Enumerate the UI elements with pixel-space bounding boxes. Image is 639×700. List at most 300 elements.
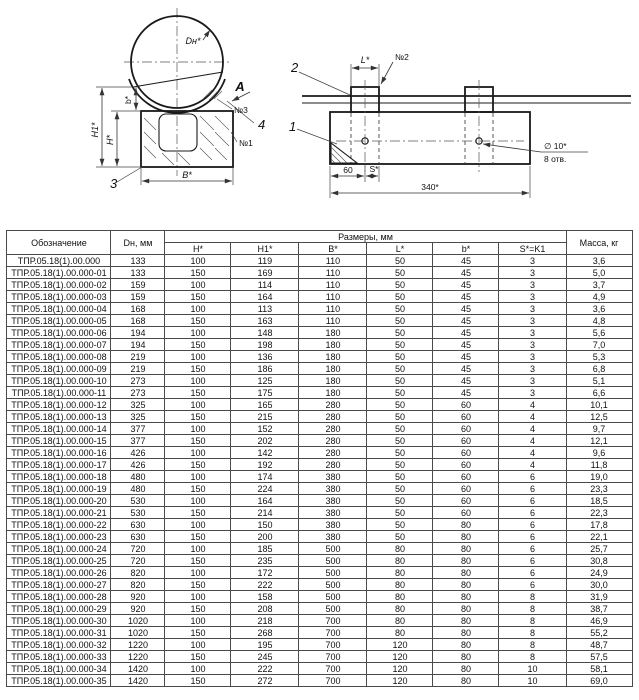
table-row: [7, 327, 632, 339]
value-cell: 80: [367, 543, 433, 555]
value-cell: 150: [165, 603, 231, 615]
value-cell: 12,1: [566, 435, 632, 447]
value-cell: 100: [165, 255, 231, 267]
value-cell: 1420: [111, 663, 165, 675]
col-header-mass: Масса, кг: [566, 231, 632, 255]
value-cell: 50: [367, 387, 433, 399]
value-cell: 280: [299, 447, 367, 459]
value-cell: 8: [499, 627, 566, 639]
weld-mark3-label: №3: [234, 105, 248, 115]
value-cell: 100: [165, 471, 231, 483]
value-cell: 150: [231, 519, 299, 531]
value-cell: 100: [165, 591, 231, 603]
value-cell: 426: [111, 447, 165, 459]
value-cell: 60: [433, 507, 499, 519]
header-row-main: [7, 231, 632, 243]
table-row: [7, 447, 632, 459]
support-bracket: [141, 111, 233, 167]
value-cell: 6: [499, 519, 566, 531]
designation-cell: ТПР.05.18(1).00.000-07: [7, 339, 111, 351]
value-cell: 10: [499, 663, 566, 675]
value-cell: 150: [165, 411, 231, 423]
value-cell: 80: [433, 675, 499, 687]
value-cell: 11,8: [566, 459, 632, 471]
value-cell: 180: [299, 351, 367, 363]
value-cell: 159: [111, 279, 165, 291]
value-cell: 80: [433, 663, 499, 675]
value-cell: 45: [433, 363, 499, 375]
value-cell: 5,1: [566, 375, 632, 387]
designation-cell: ТПР.05.18(1).00.000-24: [7, 543, 111, 555]
value-cell: 46,9: [566, 615, 632, 627]
designation-cell: ТПР.05.18(1).00.000-03: [7, 291, 111, 303]
designation-cell: ТПР.05.18(1).00.000-28: [7, 591, 111, 603]
value-cell: 30,8: [566, 555, 632, 567]
value-cell: 219: [111, 363, 165, 375]
value-cell: 500: [299, 567, 367, 579]
value-cell: 500: [299, 543, 367, 555]
table-row: [7, 591, 632, 603]
value-cell: 5,3: [566, 351, 632, 363]
value-cell: 198: [231, 339, 299, 351]
value-cell: 219: [111, 351, 165, 363]
value-cell: 50: [367, 291, 433, 303]
value-cell: 31,9: [566, 591, 632, 603]
value-cell: 150: [165, 387, 231, 399]
value-cell: 150: [165, 459, 231, 471]
value-cell: 22,1: [566, 531, 632, 543]
value-cell: 500: [299, 591, 367, 603]
designation-cell: ТПР.05.18(1).00.000-16: [7, 447, 111, 459]
designation-cell: ТПР.05.18(1).00.000-01: [7, 267, 111, 279]
value-cell: 150: [165, 267, 231, 279]
value-cell: 174: [231, 471, 299, 483]
value-cell: 380: [299, 507, 367, 519]
value-cell: 60: [433, 399, 499, 411]
value-cell: 168: [111, 315, 165, 327]
value-cell: 4,8: [566, 315, 632, 327]
table-row: [7, 507, 632, 519]
leader-item1: [297, 129, 337, 144]
dim-60-label: 60: [343, 165, 353, 175]
value-cell: 720: [111, 543, 165, 555]
table-row: [7, 627, 632, 639]
value-cell: 9,6: [566, 447, 632, 459]
leader-item2: [299, 72, 350, 95]
value-cell: 45: [433, 291, 499, 303]
value-cell: 80: [433, 651, 499, 663]
support-body: [330, 112, 530, 164]
value-cell: 377: [111, 435, 165, 447]
value-cell: 119: [231, 255, 299, 267]
col-header-designation: Обозначение: [7, 231, 111, 255]
table-row: [7, 471, 632, 483]
leader-mark3: [217, 99, 232, 109]
value-cell: 50: [367, 267, 433, 279]
value-cell: 100: [165, 543, 231, 555]
value-cell: 224: [231, 483, 299, 495]
value-cell: 820: [111, 567, 165, 579]
value-cell: 180: [299, 327, 367, 339]
value-cell: 55,2: [566, 627, 632, 639]
value-cell: 100: [165, 663, 231, 675]
value-cell: 4: [499, 459, 566, 471]
value-cell: 325: [111, 411, 165, 423]
value-cell: 120: [367, 663, 433, 675]
value-cell: 152: [231, 423, 299, 435]
value-cell: 100: [165, 351, 231, 363]
value-cell: 100: [165, 423, 231, 435]
value-cell: 8: [499, 639, 566, 651]
value-cell: 25,7: [566, 543, 632, 555]
designation-cell: ТПР.05.18(1).00.000-18: [7, 471, 111, 483]
table-row: [7, 267, 632, 279]
value-cell: 50: [367, 447, 433, 459]
weld-mark2-label: №2: [395, 52, 409, 62]
value-cell: 50: [367, 411, 433, 423]
value-cell: 100: [165, 639, 231, 651]
value-cell: 3: [499, 279, 566, 291]
designation-cell: ТПР.05.18(1).00.000-19: [7, 483, 111, 495]
value-cell: 180: [299, 363, 367, 375]
value-cell: 150: [165, 651, 231, 663]
value-cell: 6,8: [566, 363, 632, 375]
designation-cell: ТПР.05.18(1).00.000-20: [7, 495, 111, 507]
value-cell: 6: [499, 531, 566, 543]
value-cell: 3: [499, 375, 566, 387]
value-cell: 150: [165, 339, 231, 351]
value-cell: 164: [231, 495, 299, 507]
value-cell: 45: [433, 351, 499, 363]
value-cell: 110: [299, 291, 367, 303]
value-cell: 120: [367, 651, 433, 663]
table-row: [7, 459, 632, 471]
value-cell: 218: [231, 615, 299, 627]
table-row: [7, 255, 632, 267]
table-row: [7, 351, 632, 363]
value-cell: 820: [111, 579, 165, 591]
value-cell: 700: [299, 615, 367, 627]
leader-mark1: [231, 132, 237, 142]
value-cell: 10: [499, 675, 566, 687]
value-cell: 6: [499, 555, 566, 567]
value-cell: 80: [433, 591, 499, 603]
value-cell: 245: [231, 651, 299, 663]
designation-cell: ТПР.05.18(1).00.000-31: [7, 627, 111, 639]
table-body: [7, 255, 632, 687]
leader-mark2: [381, 62, 393, 84]
value-cell: 7,0: [566, 339, 632, 351]
value-cell: 100: [165, 327, 231, 339]
item2-balloon: 2: [291, 60, 299, 75]
table-row: [7, 363, 632, 375]
value-cell: 380: [299, 531, 367, 543]
designation-cell: ТПР.05.18(1).00.000-22: [7, 519, 111, 531]
value-cell: 133: [111, 267, 165, 279]
value-cell: 6: [499, 543, 566, 555]
value-cell: 6: [499, 483, 566, 495]
value-cell: 280: [299, 459, 367, 471]
value-cell: 19,0: [566, 471, 632, 483]
value-cell: 500: [299, 555, 367, 567]
value-cell: 3: [499, 267, 566, 279]
value-cell: 273: [111, 387, 165, 399]
value-cell: 120: [367, 639, 433, 651]
value-cell: 80: [433, 615, 499, 627]
value-cell: 50: [367, 399, 433, 411]
value-cell: 100: [165, 447, 231, 459]
value-cell: 150: [165, 483, 231, 495]
value-cell: 172: [231, 567, 299, 579]
designation-cell: ТПР.05.18(1).00.000-27: [7, 579, 111, 591]
value-cell: 3: [499, 255, 566, 267]
value-cell: 4: [499, 399, 566, 411]
value-cell: 80: [367, 591, 433, 603]
value-cell: 280: [299, 411, 367, 423]
value-cell: 3: [499, 351, 566, 363]
table-row: [7, 387, 632, 399]
value-cell: 50: [367, 327, 433, 339]
designation-cell: ТПР.05.18(1).00.000-06: [7, 327, 111, 339]
value-cell: 80: [433, 519, 499, 531]
value-cell: 530: [111, 507, 165, 519]
dim-340-label: 340*: [421, 182, 439, 192]
value-cell: 50: [367, 351, 433, 363]
right-view: [289, 52, 631, 198]
value-cell: 195: [231, 639, 299, 651]
value-cell: 110: [299, 267, 367, 279]
designation-cell: ТПР.05.18(1).00.000-04: [7, 303, 111, 315]
table-row: [7, 615, 632, 627]
value-cell: 700: [299, 627, 367, 639]
designation-cell: ТПР.05.18(1).00.000-08: [7, 351, 111, 363]
item4-balloon: 4: [258, 117, 266, 132]
value-cell: 114: [231, 279, 299, 291]
value-cell: 57,5: [566, 651, 632, 663]
value-cell: 158: [231, 591, 299, 603]
value-cell: 1420: [111, 675, 165, 687]
value-cell: 480: [111, 483, 165, 495]
designation-cell: ТПР.05.18(1).00.000-17: [7, 459, 111, 471]
value-cell: 45: [433, 267, 499, 279]
value-cell: 180: [299, 375, 367, 387]
table-row: [7, 291, 632, 303]
value-cell: 3: [499, 363, 566, 375]
dn-dimension-label: Dн*: [185, 36, 201, 46]
value-cell: 60: [433, 495, 499, 507]
value-cell: 113: [231, 303, 299, 315]
table-row: [7, 375, 632, 387]
value-cell: 1220: [111, 651, 165, 663]
value-cell: 920: [111, 591, 165, 603]
value-cell: 6: [499, 507, 566, 519]
value-cell: 8: [499, 615, 566, 627]
value-cell: 24,9: [566, 567, 632, 579]
value-cell: 500: [299, 603, 367, 615]
designation-cell: ТПР.05.18(1).00.000-33: [7, 651, 111, 663]
value-cell: 186: [231, 363, 299, 375]
value-cell: 222: [231, 579, 299, 591]
item3-balloon: 3: [110, 176, 118, 191]
value-cell: 185: [231, 543, 299, 555]
value-cell: 80: [433, 627, 499, 639]
b-small-dimension-label: b*: [123, 95, 133, 105]
table-row: [7, 639, 632, 651]
value-cell: 3: [499, 339, 566, 351]
value-cell: 80: [433, 555, 499, 567]
value-cell: 165: [231, 399, 299, 411]
value-cell: 48,7: [566, 639, 632, 651]
value-cell: 150: [165, 675, 231, 687]
value-cell: 6: [499, 495, 566, 507]
table-row: [7, 423, 632, 435]
value-cell: 100: [165, 279, 231, 291]
designation-cell: ТПР.05.18(1).00.000-26: [7, 567, 111, 579]
designation-cell: ТПР.05.18(1).00.000-13: [7, 411, 111, 423]
value-cell: 169: [231, 267, 299, 279]
value-cell: 45: [433, 255, 499, 267]
hole-diameter-label: ∅ 10*: [544, 141, 567, 151]
value-cell: 272: [231, 675, 299, 687]
value-cell: 4: [499, 423, 566, 435]
value-cell: 110: [299, 255, 367, 267]
weld-mark1-label: №1: [239, 138, 253, 148]
value-cell: 80: [433, 579, 499, 591]
item1-balloon: 1: [289, 119, 297, 134]
table-row: [7, 279, 632, 291]
value-cell: 280: [299, 423, 367, 435]
value-cell: 50: [367, 459, 433, 471]
value-cell: 700: [299, 675, 367, 687]
value-cell: 60: [433, 459, 499, 471]
value-cell: 150: [165, 555, 231, 567]
value-cell: 9,7: [566, 423, 632, 435]
value-cell: 12,5: [566, 411, 632, 423]
value-cell: 720: [111, 555, 165, 567]
table-row: [7, 555, 632, 567]
table-row: [7, 399, 632, 411]
value-cell: 50: [367, 531, 433, 543]
table-row: [7, 483, 632, 495]
value-cell: 192: [231, 459, 299, 471]
value-cell: 150: [165, 315, 231, 327]
designation-cell: ТПР.05.18(1).00.000-29: [7, 603, 111, 615]
value-cell: 163: [231, 315, 299, 327]
value-cell: 500: [299, 579, 367, 591]
designation-cell: ТПР.05.18(1).00.000-15: [7, 435, 111, 447]
value-cell: 80: [433, 567, 499, 579]
value-cell: 80: [367, 579, 433, 591]
table-row: [7, 315, 632, 327]
value-cell: 202: [231, 435, 299, 447]
value-cell: 45: [433, 279, 499, 291]
table-row: [7, 495, 632, 507]
table-row: [7, 411, 632, 423]
value-cell: 60: [433, 447, 499, 459]
value-cell: 175: [231, 387, 299, 399]
designation-cell: ТПР.05.18(1).00.000-23: [7, 531, 111, 543]
dimensions-table: [6, 230, 632, 687]
value-cell: 235: [231, 555, 299, 567]
value-cell: 150: [165, 291, 231, 303]
table-row: [7, 567, 632, 579]
value-cell: 80: [367, 555, 433, 567]
designation-cell: ТПР.05.18(1).00.000-25: [7, 555, 111, 567]
s-dimension-label: S*: [369, 164, 379, 174]
leader-item3: [117, 167, 142, 182]
value-cell: 426: [111, 459, 165, 471]
value-cell: 148: [231, 327, 299, 339]
value-cell: 80: [433, 531, 499, 543]
value-cell: 377: [111, 423, 165, 435]
value-cell: 273: [111, 375, 165, 387]
table-row: [7, 543, 632, 555]
designation-cell: ТПР.05.18(1).00.000-32: [7, 639, 111, 651]
value-cell: 150: [165, 507, 231, 519]
value-cell: 3: [499, 315, 566, 327]
value-cell: 325: [111, 399, 165, 411]
designation-cell: ТПР.05.18(1).00.000-21: [7, 507, 111, 519]
value-cell: 3: [499, 303, 566, 315]
designation-cell: ТПР.05.18(1).00.000-34: [7, 663, 111, 675]
value-cell: 6: [499, 471, 566, 483]
col-header-dn: Dн, мм: [111, 231, 165, 255]
value-cell: 3,6: [566, 255, 632, 267]
size-col-header: H*: [165, 243, 231, 255]
value-cell: 50: [367, 255, 433, 267]
value-cell: 3,7: [566, 279, 632, 291]
table-row: [7, 675, 632, 687]
value-cell: 80: [433, 543, 499, 555]
value-cell: 60: [433, 411, 499, 423]
size-col-header: S*=K1: [499, 243, 566, 255]
table-row: [7, 303, 632, 315]
value-cell: 22,3: [566, 507, 632, 519]
designation-cell: ТПР.05.18(1).00.000-10: [7, 375, 111, 387]
value-cell: 125: [231, 375, 299, 387]
value-cell: 100: [165, 495, 231, 507]
value-cell: 6: [499, 579, 566, 591]
saddle-edge-line: [133, 72, 223, 87]
value-cell: 4,9: [566, 291, 632, 303]
value-cell: 208: [231, 603, 299, 615]
value-cell: 280: [299, 435, 367, 447]
value-cell: 1220: [111, 639, 165, 651]
designation-cell: ТПР.05.18(1).00.000-11: [7, 387, 111, 399]
designation-cell: ТПР.05.18(1).00.000-35: [7, 675, 111, 687]
value-cell: 136: [231, 351, 299, 363]
table-row: [7, 531, 632, 543]
value-cell: 700: [299, 651, 367, 663]
value-cell: 133: [111, 255, 165, 267]
value-cell: 38,7: [566, 603, 632, 615]
designation-cell: ТПР.05.18(1).00.000-12: [7, 399, 111, 411]
b-dimension-label: B*: [182, 170, 192, 180]
value-cell: 80: [367, 603, 433, 615]
table-header: [7, 231, 632, 255]
value-cell: 3: [499, 327, 566, 339]
leader-hole: [483, 144, 541, 152]
value-cell: 8: [499, 591, 566, 603]
value-cell: 50: [367, 375, 433, 387]
table-row: [7, 519, 632, 531]
value-cell: 17,8: [566, 519, 632, 531]
value-cell: 50: [367, 423, 433, 435]
value-cell: 6,6: [566, 387, 632, 399]
value-cell: 58,1: [566, 663, 632, 675]
value-cell: 8: [499, 603, 566, 615]
l-dimension-label: L*: [360, 55, 370, 65]
